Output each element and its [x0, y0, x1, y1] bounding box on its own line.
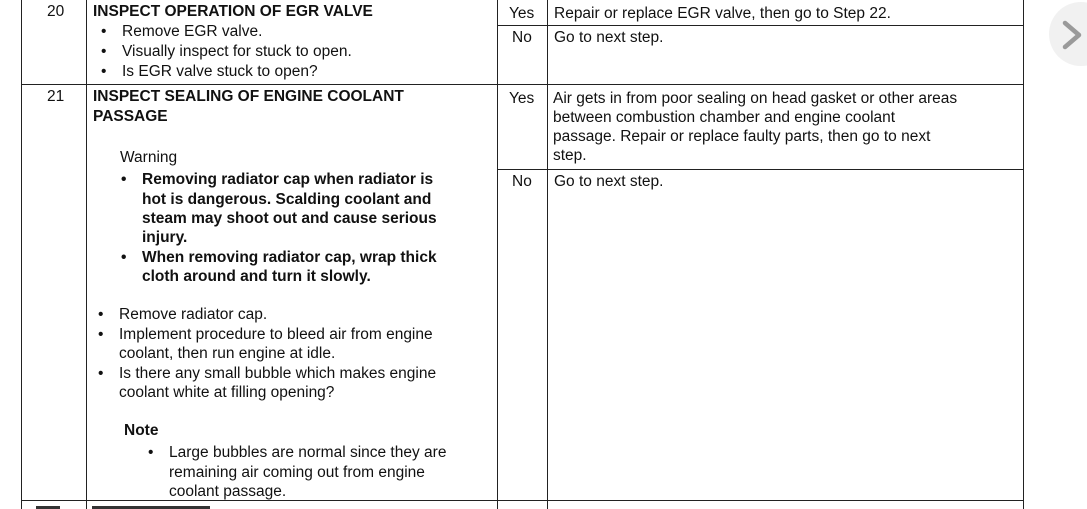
list-item: • Is EGR valve stuck to open? — [122, 62, 318, 82]
list-item: • Implement procedure to bleed air from engine — [119, 325, 433, 345]
yes-action: Repair or replace EGR valve, then go to Step 22. — [554, 5, 891, 22]
row20-yes-no-divider — [497, 25, 1024, 26]
table-border-left — [21, 0, 22, 509]
list-item-line: coolant, then run engine at idle. — [119, 345, 336, 362]
table-divider-result — [547, 0, 548, 509]
step-title: INSPECT SEALING OF ENGINE COOLANT — [93, 88, 404, 105]
yes-action-line: between combustion chamber and engine coolant — [553, 109, 896, 126]
step-title-continued: PASSAGE — [93, 108, 168, 125]
table-divider-check — [497, 0, 498, 509]
warning-item: • When removing radiator cap, wrap thick — [142, 248, 437, 268]
yes-action-line: Air gets in from poor sealing on head gasket or other areas — [553, 90, 958, 107]
step-title: INSPECT OPERATION OF EGR VALVE — [93, 3, 373, 20]
yes-label: Yes — [509, 90, 535, 107]
table-divider-step — [86, 0, 87, 509]
list-item: • Remove radiator cap. — [119, 305, 267, 325]
warning-item-line: steam may shoot out and cause serious — [142, 210, 437, 227]
warning-item: • Removing radiator cap when radiator is — [142, 170, 433, 190]
no-label: No — [512, 173, 532, 190]
yes-action-line: step. — [553, 147, 587, 164]
list-item: • Remove EGR valve. — [122, 22, 262, 42]
warning-item-line: injury. — [142, 229, 188, 246]
warning-item-line: hot is dangerous. Scalding coolant and — [142, 191, 432, 208]
yes-action-line: passage. Repair or replace faulty parts, then go to next — [553, 128, 931, 145]
note-item: • Large bubbles are normal since they are — [169, 443, 446, 463]
table-border-right — [1023, 0, 1024, 509]
warning-heading: Warning — [120, 149, 178, 166]
row-divider-20-21 — [21, 84, 1024, 85]
note-heading: Note — [124, 422, 159, 439]
note-item-line: coolant passage. — [169, 483, 287, 500]
yes-label: Yes — [509, 5, 535, 22]
no-action: Go to next step. — [554, 173, 664, 190]
list-item-line: coolant white at filling opening? — [119, 384, 335, 401]
row21-yes-no-divider — [497, 169, 1024, 170]
step-number: 20 — [47, 3, 65, 20]
chevron-right-icon — [1061, 20, 1087, 50]
no-label: No — [512, 29, 532, 46]
note-item-line: remaining air coming out from engine — [169, 464, 425, 481]
list-item: • Is there any small bubble which makes engine — [119, 364, 436, 384]
step-number: 21 — [47, 88, 65, 105]
warning-item-line: cloth around and turn it slowly. — [142, 268, 371, 285]
list-item: • Visually inspect for stuck to open. — [122, 42, 352, 62]
no-action: Go to next step. — [554, 29, 664, 46]
